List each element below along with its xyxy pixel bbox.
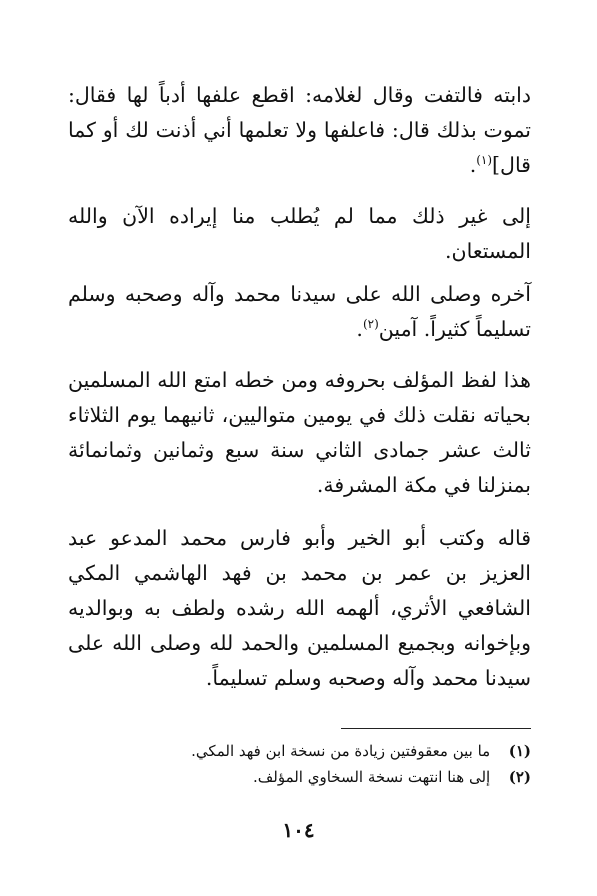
paragraph-5 — [68, 521, 531, 696]
text-body — [68, 78, 531, 696]
footnote-1-text: ما بين معقوفتين زيادة من نسخة ابن فهد المكي. — [191, 742, 491, 760]
footnote-2-text: إلى هنا انتهت نسخة السخاوي المؤلف. — [252, 768, 491, 786]
paragraph-3-text: آخره وصلى الله على سيدنا محمد وآله وصحبه وسلم تسليماً كثيراً. آمين — [68, 282, 531, 341]
paragraph-1-tail: . — [469, 153, 477, 177]
footnote-1 — [68, 738, 531, 764]
footnote-2-number: (٢) — [508, 768, 531, 786]
paragraph-2 — [68, 199, 531, 269]
footnote-ref-1: (١) — [476, 153, 493, 168]
page-number: ١٠٤ — [282, 818, 315, 842]
paragraph-3-tail: . — [356, 317, 363, 341]
footnote-1-number: (١) — [508, 742, 531, 760]
paragraph-5-text: قاله وكتب أبو الخير وأبو فارس محمد المدعو عبد العزيز بن عمر بن محمد بن فهد الهاشمي المكي الشافعي الأثري، ألهمه الله رشده ولطف به وبوالديه وبإخوانه وبجميع المسلمين والحمد لله وصلى الله على سيدنا محمد وآله وصحبه وسلم تسليماً. — [68, 526, 531, 690]
footnote-ref-2: (٢) — [362, 317, 379, 332]
paragraph-3 — [68, 277, 531, 347]
paragraph-4 — [68, 363, 531, 503]
paragraph-4-text: هذا لفظ المؤلف بحروفه ومن خطه امتع الله المسلمين بحياته نقلت ذلك في يومين متواليين، ثانيهما يوم الثلاثاء ثالث عشر جمادى الثاني سنة سبع وثمانين وثمانمائة بمنزلنا في مكة المشرفة. — [68, 368, 531, 497]
footnote-2 — [68, 764, 531, 790]
footnotes — [68, 738, 531, 790]
footnote-separator — [341, 728, 531, 729]
paragraph-1-text: دابته فالتفت وقال لغلامه: اقطع علفها أدباً لها فقال: تموت بذلك قال: فاعلفها ولا تعلمها أني أذنت لك أو كما قال] — [68, 83, 531, 177]
paragraph-1 — [68, 78, 531, 183]
paragraph-2-text: إلى غير ذلك مما لم يُطلب منا إيراده الآن والله المستعان. — [68, 204, 531, 263]
